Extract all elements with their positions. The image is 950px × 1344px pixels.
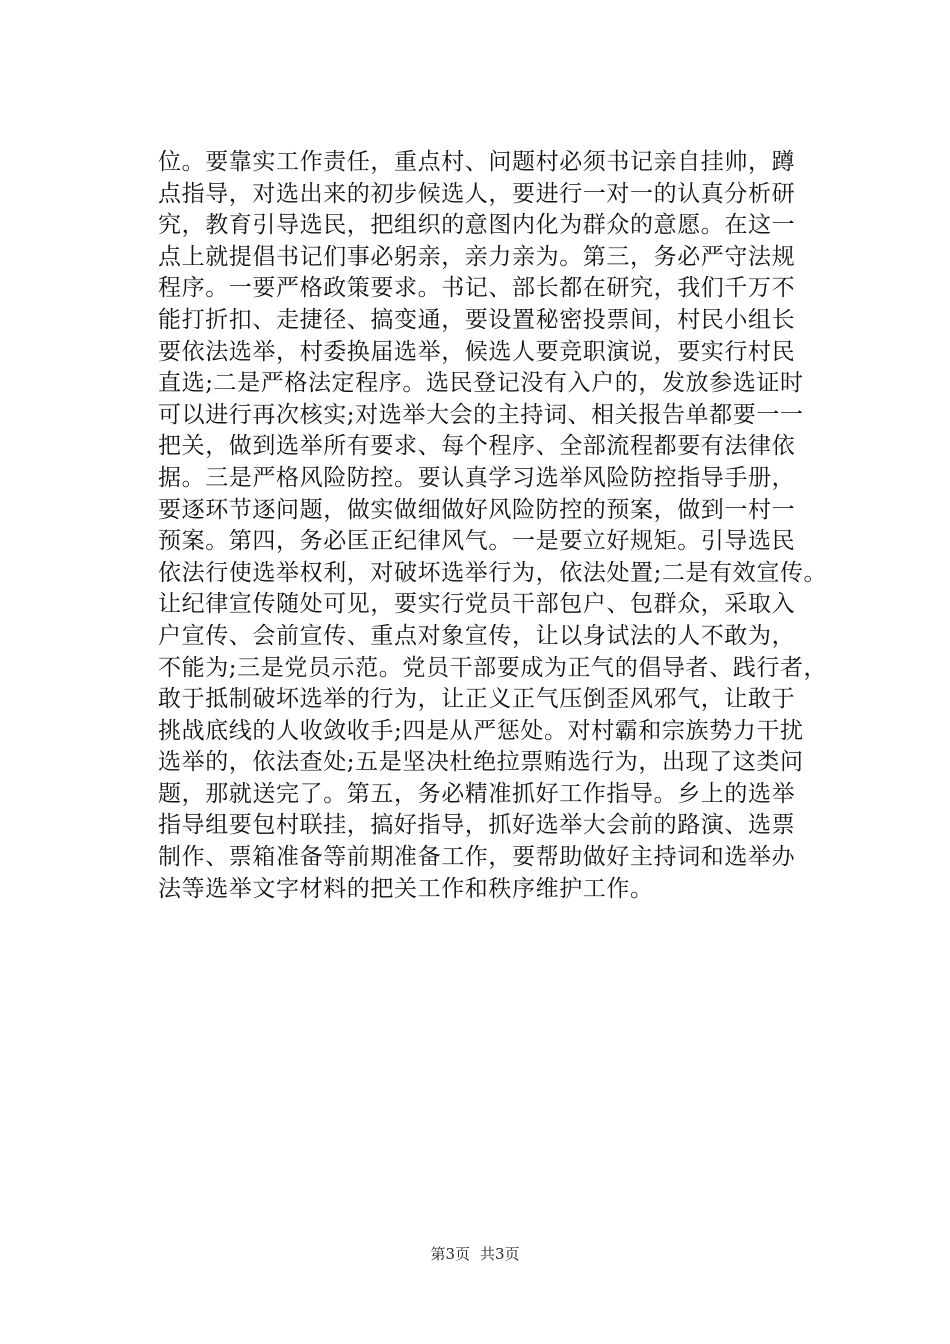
text-line: 要逐环节逐问题，做实做细做好风险防控的预案，做到一村一	[158, 496, 796, 523]
text-line: 让纪律宣传随处可见，要实行党员干部包户、包群众，采取入	[158, 591, 796, 618]
text-line: 程序。一要严格政策要求。书记、部长都在研究，我们千万不	[158, 275, 796, 302]
text-line: 选举的，依法查处;五是坚决杜绝拉票贿选行为，出现了这类问	[158, 749, 804, 776]
page-footer	[0, 1244, 950, 1264]
page-total: 共3页	[480, 1245, 520, 1263]
text-line: 位。要靠实工作责任，重点村、问题村必须书记亲自挂帅，蹲	[158, 149, 796, 175]
text-line: 把关，做到选举所有要求、每个程序、全部流程都要有法律依	[158, 433, 796, 460]
text-line: 挑战底线的人收敛收手;四是从严惩处。对村霸和宗族势力干扰	[158, 717, 804, 744]
text-line: 依法行使选举权利，对破坏选举行为，依法处置;二是有效宣传。	[158, 559, 828, 586]
text-line: 题，那就送完了。第五，务必精准抓好工作指导。乡上的选举	[158, 780, 796, 807]
text-line: 据。三是严格风险防控。要认真学习选举风险防控指导手册，	[158, 464, 796, 491]
text-line: 能打折扣、走捷径、搞变通，要设置秘密投票间，村民小组长	[158, 306, 796, 333]
text-line: 可以进行再次核实;对选举大会的主持词、相关报告单都要一一	[158, 401, 804, 428]
text-line: 直选;二是严格法定程序。选民登记没有入户的，发放参选证时	[158, 370, 804, 397]
text-line: 不能为;三是党员示范。党员干部要成为正气的倡导者、践行者，	[158, 654, 828, 681]
text-line: 敢于抵制破坏选举的行为，让正义正气压倒歪风邪气，让敢于	[158, 686, 796, 713]
body-paragraph	[158, 147, 848, 905]
text-line: 法等选举文字材料的把关工作和秩序维护工作。	[158, 875, 654, 902]
text-line: 制作、票箱准备等前期准备工作，要帮助做好主持词和选举办	[158, 844, 796, 871]
text-line: 预案。第四，务必匡正纪律风气。一是要立好规矩。引导选民	[158, 528, 796, 555]
text-line: 点上就提倡书记们事必躬亲，亲力亲为。第三，务必严守法规	[158, 243, 796, 270]
text-line: 点指导，对选出来的初步候选人，要进行一对一的认真分析研	[158, 180, 796, 207]
text-line: 要依法选举，村委换届选举，候选人要竞职演说，要实行村民	[158, 338, 796, 365]
text-line: 户宣传、会前宣传、重点对象宣传，让以身试法的人不敢为，	[158, 622, 796, 649]
text-line: 究，教育引导选民，把组织的意图内化为群众的意愿。在这一	[158, 212, 796, 239]
text-line: 指导组要包村联挂，搞好指导，抓好选举大会前的路演、选票	[158, 812, 796, 839]
page-number: 第3页	[430, 1245, 470, 1263]
